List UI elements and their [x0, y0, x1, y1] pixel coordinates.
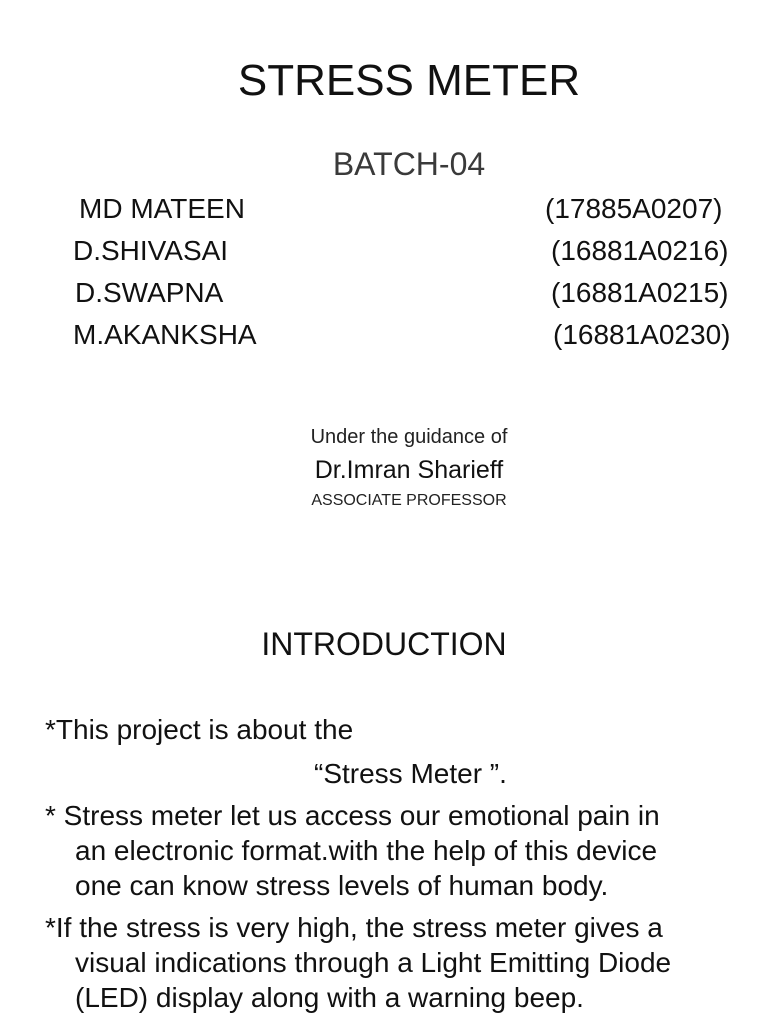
batch-label: BATCH-04 [332, 146, 486, 182]
intro-paragraph-line: “Stress Meter ”. [314, 758, 507, 789]
guide-name: Dr.Imran Sharieff [314, 456, 504, 484]
member-name: M.AKANKSHA [73, 319, 257, 350]
document-title: STRESS METER [237, 56, 581, 105]
member-name: D.SWAPNA [75, 277, 224, 308]
intro-paragraph-line: *This project is about the [45, 714, 354, 745]
member-roll-number: (16881A0215) [551, 277, 729, 308]
intro-paragraph-line: *If the stress is very high, the stress meter gives a [45, 912, 663, 943]
member-roll-number: (17885A0207) [545, 193, 723, 224]
intro-paragraph-line: * Stress meter let us access our emotional pain in [45, 800, 660, 831]
introduction-heading: INTRODUCTION [261, 626, 507, 662]
intro-paragraph-line: one can know stress levels of human body. [75, 870, 609, 901]
intro-paragraph-line: (LED) display along with a warning beep. [75, 982, 584, 1013]
intro-paragraph-line: visual indications through a Light Emitting Diode [75, 947, 672, 978]
member-roll-number: (16881A0216) [551, 235, 729, 266]
member-name: MD MATEEN [79, 193, 245, 224]
guide-designation: ASSOCIATE PROFESSOR [311, 492, 507, 509]
member-roll-number: (16881A0230) [553, 319, 731, 350]
guidance-label: Under the guidance of [310, 426, 508, 448]
intro-paragraph-line: an electronic format.with the help of this device [75, 835, 658, 866]
member-name: D.SHIVASAI [73, 235, 229, 266]
